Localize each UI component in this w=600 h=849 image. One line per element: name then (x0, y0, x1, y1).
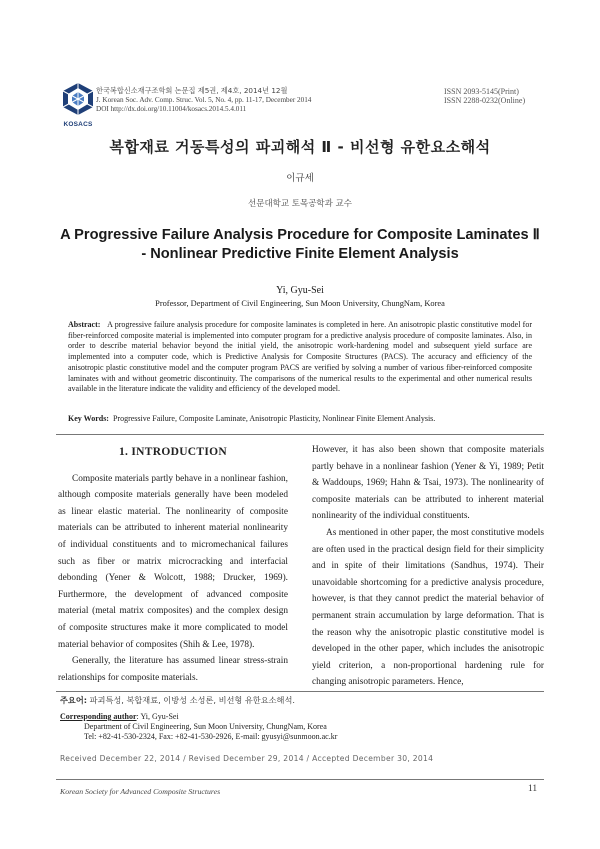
corresponding-author (60, 712, 337, 743)
corresponding-department: Department of Civil Engineering, Sun Moon University, ChungNam, Korea (84, 722, 327, 732)
english-affiliation: Professor, Department of Civil Engineering, Sun Moon University, ChungNam, Korea (155, 299, 445, 308)
journal-citation (96, 86, 311, 115)
divider-bottom (56, 691, 544, 692)
english-title (55, 226, 545, 264)
issn-print: ISSN 2093-5145(Print) (444, 87, 519, 96)
keywords-label: Key Words: (68, 414, 109, 423)
intro-paragraph-3: As mentioned in other paper, the most constitutive models are often used in the practical design field for their simplicity and in spite of their limitations (Sandhus, 1974). Their unavoidable shortcoming for a predictive analysis procedure, however, is that they cannot predict the material behavior of permanent strain accumulation by large deformation. That is the reason why the anisotropic plastic constitutive model is developed in the other paper, which includes the anisotropic yield criterion, a non-proportional hardening rule for changing anisotropic parameters. Hence, (312, 527, 544, 688)
korean-keywords-text: 파괴특성, 복합재료, 이방성 소성론, 비선형 유한요소해석. (89, 695, 295, 705)
abstract-label: Abstract: (68, 320, 101, 329)
corresponding-contact: Tel: +82-41-530-2324, Fax: +82-41-530-2926, E-mail: gyusyi@sunmoon.ac.kr (84, 732, 338, 742)
abstract-text: A progressive failure analysis procedure for composite laminates is completed in here. An anisotropic plastic constitutive model for fiber-reinforced composite material is implemented into computer program for a predictive analysis procedure of composite laminates. Also, in order to describe material behavior beyond the initial yield, the anisotropic work-hardening model and subsequent yield surface are implemented into a computer code, which is Predictive Analysis for Composite Structures (PACS). The accuracy and efficiency of the anisotropic plastic constitutive model and the computer program PACS are verified by solving a number of various fiber-reinforced composite laminates with and without geometric discontinuity. The comparisons of the numerical results to the experimental and other numerical results available in the literature indicate the validity and efficiency of the developed model. (68, 320, 533, 394)
intro-paragraph-2-continued: However, it has also been shown that composite materials partly behave in a nonlinear fashion (Yener & Yi, 1989; Petit & Waddoups, 1969; Hahn & Tsai, 1973). The nonlinearity of composite materials can be attributed to inherent material nonlinearity of the individual constituents. (312, 445, 544, 522)
issn-online: ISSN 2288-0232(Online) (444, 96, 526, 105)
korean-keywords (60, 695, 295, 706)
korean-affiliation: 선문대학교 토목공학과 교수 (248, 199, 352, 209)
corresponding-name: : Yi, Gyu-Sei (136, 712, 179, 721)
section-heading-introduction: 1. INTRODUCTION (118, 446, 227, 458)
intro-paragraph-2: Generally, the literature has assumed linear stress-strain relationships for composite materials. (58, 656, 288, 683)
hexagon-logo-icon (60, 82, 96, 116)
journal-logo (60, 82, 96, 126)
korean-author: 이규세 (286, 173, 314, 184)
english-author: Yi, Gyu-Sei (276, 285, 324, 296)
logo-wordmark: KOSACS (63, 121, 93, 128)
korean-keywords-label: 주요어: (60, 695, 88, 705)
journal-name-korean: 한국복합신소재구조학회 논문집 제5권, 제4호, 2014년 12월 (96, 86, 288, 95)
page-number: 11 (528, 784, 538, 794)
right-column (312, 442, 544, 691)
doi-link[interactable]: DOI http://dx.doi.org/10.11004/kosacs.2014.5.4.011 (96, 105, 247, 114)
left-column (58, 444, 288, 686)
abstract (68, 320, 532, 395)
intro-paragraph-1: Composite materials partly behave in a nonlinear fashion, although composite materials generally have been modeled as linear elastic material. The nonlinearity of composite materials can be attributed to inherent material nonlinearity of individual constituents and to micromechanical failures such as fiber or matrix microcracking and interfacial debonding (Yener & Wolcott, 1988; Drucker, 1969). Furthermore, the development of advanced composite material (metal matrix composites) and the complex design of composite structures make it more complicated to model material behavior of composites (Shih & Lee, 1978). (58, 473, 288, 650)
divider-top (56, 434, 544, 435)
english-title-line2: - Nonlinear Predictive Finite Element Analysis (141, 246, 459, 262)
english-title-line1: A Progressive Failure Analysis Procedure for Composite Laminates Ⅱ (60, 227, 540, 243)
footer-society: Korean Society for Advanced Composite Structures (60, 787, 221, 796)
keywords-text: Progressive Failure, Composite Laminate, Anisotropic Plasticity, Nonlinear Finite Element Analysis. (112, 414, 436, 423)
received-dates: Received December 22, 2014 / Revised December 29, 2014 / Accepted December 30, 2014 (60, 754, 434, 763)
issn-block (444, 87, 525, 105)
journal-name-english: J. Korean Soc. Adv. Comp. Struc. Vol. 5, No. 4, pp. 11-17, December 2014 (96, 95, 312, 104)
corresponding-label: Corresponding author (60, 712, 137, 721)
korean-title: 복합재료 거동특성의 파괴해석 Ⅱ - 비선형 유한요소해석 (109, 138, 491, 156)
keywords (68, 414, 532, 425)
divider-footer (56, 779, 544, 780)
